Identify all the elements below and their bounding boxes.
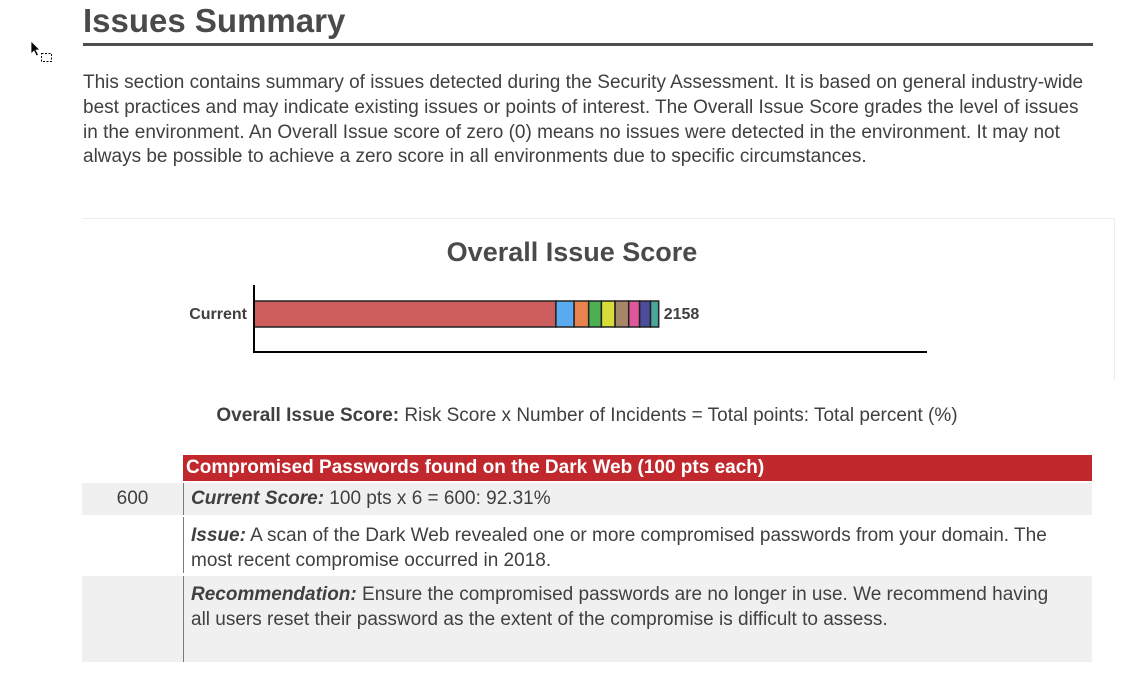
current-score-text: 100 pts x 6 = 600: 92.31% (324, 488, 551, 509)
recommendation-row (82, 576, 1092, 662)
bar-segment-8 (640, 301, 651, 327)
current-score-row (82, 483, 1092, 515)
intro-paragraph: This section contains summary of issues detected during the Security Assessment. It is based on general industry-wide best practices and may indicate existing issues or points of interest. The Overall Issue Score grades the level of issues in the environment. An Overall Issue score of zero (0) means no issues were detected in the environment. It may not always be possible to achieve a zero score in all environments due to specific circumstances. (83, 72, 1084, 168)
chart-svg (82, 219, 1114, 380)
issue-header: Compromised Passwords found on the Dark Web (100 pts each) (183, 455, 1092, 481)
bar-segment-4 (589, 301, 602, 327)
bar-segment-6 (615, 301, 629, 327)
issue-row (82, 517, 1092, 573)
category-label: Current (189, 306, 247, 323)
bar-segment-3 (574, 301, 589, 327)
issue-text: A scan of the Dark Web revealed one or more compromised passwords from your domain. The most recent compromise occurred in 2018. (191, 525, 1047, 571)
title-divider (83, 43, 1093, 46)
bar-segment-1 (254, 301, 556, 327)
score-formula (82, 405, 1092, 427)
chart-title: Overall Issue Score (446, 237, 698, 267)
issue-points: 600 (116, 488, 149, 509)
formula-text: Risk Score x Number of Incidents = Total points: Total percent (%) (399, 405, 958, 426)
recommendation-text: Ensure the compromised passwords are no longer in use. We recommend having all users reset their password as the extent of the compromise is difficult to assess. (191, 584, 1049, 630)
bar-segment-9 (651, 301, 659, 327)
stacked-bar (254, 301, 659, 327)
bar-segment-7 (629, 301, 640, 327)
issue-label: Issue: (191, 525, 246, 546)
bar-total-label: 2158 (663, 306, 700, 323)
mouse-pointer-icon (30, 40, 56, 66)
recommendation-label: Recommendation: (191, 584, 357, 605)
page-title: Issues Summary (83, 2, 346, 39)
bar-segment-5 (601, 301, 615, 327)
issue-cell (183, 517, 1092, 573)
issue-gutter (82, 517, 183, 573)
overall-issue-score-chart (82, 218, 1115, 380)
formula-label: Overall Issue Score: (216, 405, 400, 426)
recommendation-gutter (82, 576, 183, 662)
current-score-label: Current Score: (191, 488, 325, 509)
bar-segment-2 (556, 301, 574, 327)
recommendation-cell (183, 576, 1092, 662)
current-score-cell (183, 483, 1092, 515)
